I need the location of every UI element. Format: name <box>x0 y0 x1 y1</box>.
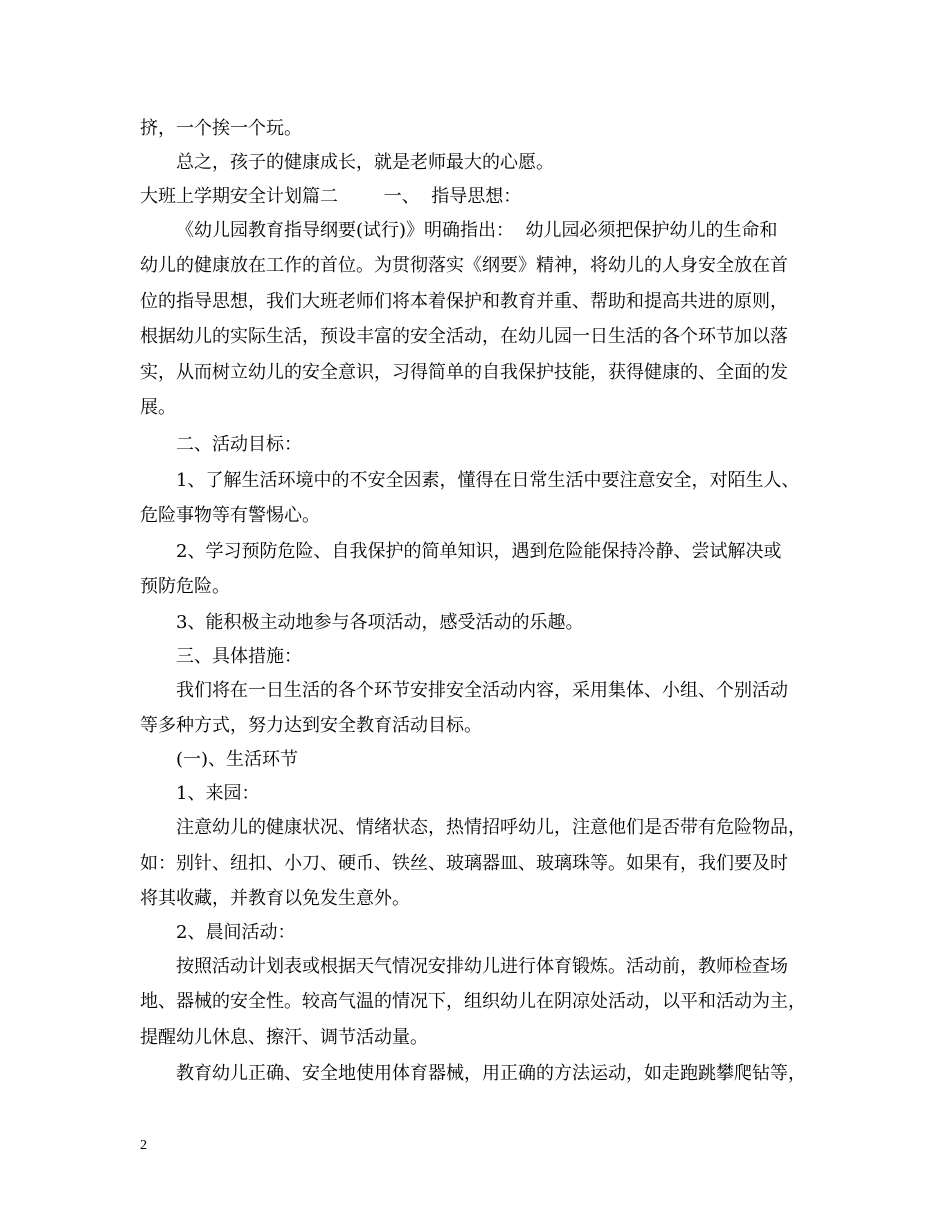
text-line: 危险事物等有警惕心。 <box>140 505 320 526</box>
text-line: 挤，一个挨一个玩。 <box>140 118 302 139</box>
text-line: 如：别针、纽扣、小刀、硬币、铁丝、玻璃器皿、玻璃珠等。如果有，我们要及时 <box>140 853 788 874</box>
text-line: 位的指导思想，我们大班老师们将本着保护和教育并重、帮助和提高共进的原则， <box>140 291 788 312</box>
text-line: 提醒幼儿休息、擦汗、调节活动量。 <box>140 1027 428 1048</box>
text-line: 教育幼儿正确、安全地使用体育器械，用正确的方法运动，如走跑跳攀爬钻等， <box>176 1063 806 1084</box>
text-line: 《幼儿园教育指导纲要(试行)》明确指出： 幼儿园必须把保护幼儿的生命和 <box>176 220 778 241</box>
text-line: 1、了解生活环境中的不安全因素，懂得在日常生活中要注意安全，对陌生人、 <box>176 470 800 491</box>
text-line: 实，从而树立幼儿的安全意识，习得简单的自我保护技能，获得健康的、全面的发 <box>140 362 788 383</box>
text-line: 将其收藏，并教育以免发生意外。 <box>140 888 410 909</box>
text-line: 等多种方式，努力达到安全教育活动目标。 <box>140 715 482 736</box>
text-line: 2、学习预防危险、自我保护的简单知识，遇到危险能保持冷静、尝试解决或 <box>176 541 782 562</box>
text-line: 3、能积极主动地参与各项活动，感受活动的乐趣。 <box>176 612 584 633</box>
section-heading-line: 三、具体措施： <box>176 646 302 667</box>
subsection-heading-line: 1、来园： <box>176 783 260 804</box>
text-line: 根据幼儿的实际生活，预设丰富的安全活动，在幼儿园一日生活的各个环节加以落 <box>140 326 788 347</box>
text-line: 预防危险。 <box>140 576 230 597</box>
section-heading-line: 大班上学期安全计划篇二 一、 指导思想： <box>140 186 522 207</box>
text-line: 展。 <box>140 397 176 418</box>
subsection-heading-line: 2、晨间活动： <box>176 922 296 943</box>
text-line: 按照活动计划表或根据天气情况安排幼儿进行体育锻炼。活动前，教师检查场 <box>176 956 788 977</box>
section-heading-line: 二、活动目标： <box>176 434 302 455</box>
text-line: 地、器械的安全性。较高气温的情况下，组织幼儿在阴凉处活动，以平和活动为主， <box>140 991 806 1012</box>
page-number: 2 <box>140 1138 147 1153</box>
text-line: 幼儿的健康放在工作的首位。为贯彻落实《纲要》精神，将幼儿的人身安全放在首 <box>140 255 788 276</box>
text-line: 我们将在一日生活的各个环节安排安全活动内容，采用集体、小组、个别活动 <box>176 680 788 701</box>
text-line: 总之，孩子的健康成长，就是老师最大的心愿。 <box>176 152 554 173</box>
subsection-heading-line: (一)、生活环节 <box>176 749 299 770</box>
text-line: 注意幼儿的健康状况、情绪状态，热情招呼幼儿，注意他们是否带有危险物品， <box>176 817 806 838</box>
